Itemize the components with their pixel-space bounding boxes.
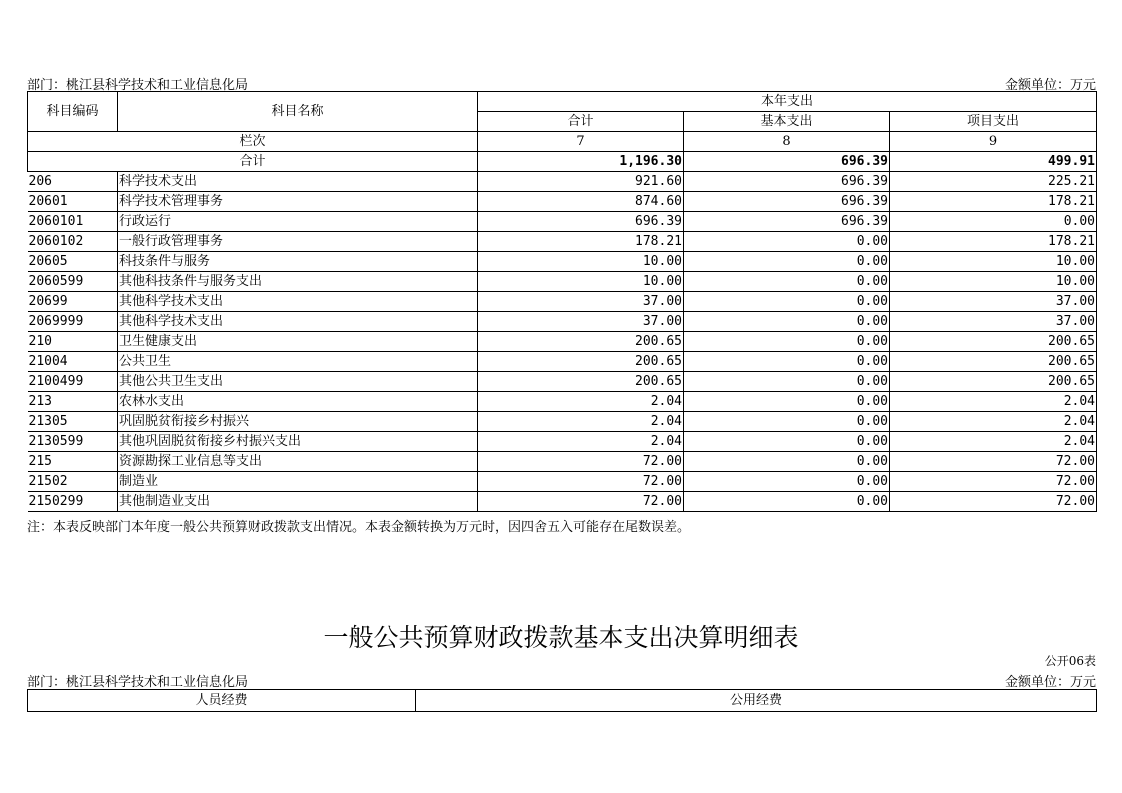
row-total: 2.04	[478, 392, 684, 412]
row-project: 2.04	[890, 392, 1097, 412]
section2-department-label: 部门：桃江县科学技术和工业信息化局	[27, 675, 249, 690]
row-total: 874.60	[478, 192, 684, 212]
table-row	[28, 212, 1097, 232]
department-label: 部门：桃江县科学技术和工业信息化局	[27, 78, 249, 93]
table-row	[28, 492, 1097, 512]
row-name: 其他巩固脱贫衔接乡村振兴支出	[118, 432, 478, 452]
row-project: 200.65	[890, 372, 1097, 392]
expenditure-table	[27, 91, 1097, 512]
row-project: 178.21	[890, 192, 1097, 212]
row-basic: 0.00	[684, 252, 890, 272]
row-name: 科技条件与服务	[118, 252, 478, 272]
row-code: 2069999	[28, 312, 118, 332]
row-project: 178.21	[890, 232, 1097, 252]
header-total: 合计	[478, 112, 684, 132]
section2-form-code: 公开06表	[1044, 654, 1096, 668]
table-row	[28, 472, 1097, 492]
table-row	[28, 172, 1097, 192]
summary-project: 499.91	[890, 152, 1097, 172]
row-basic: 0.00	[684, 352, 890, 372]
row-total: 2.04	[478, 412, 684, 432]
row-code: 2060101	[28, 212, 118, 232]
row-name: 其他科学技术支出	[118, 312, 478, 332]
table-row	[28, 412, 1097, 432]
row-code: 2060102	[28, 232, 118, 252]
row-total: 200.65	[478, 372, 684, 392]
table-row	[28, 232, 1097, 252]
table-row	[28, 352, 1097, 372]
row-basic: 0.00	[684, 392, 890, 412]
row-basic: 696.39	[684, 172, 890, 192]
header-personnel-expenses: 人员经费	[28, 690, 416, 712]
row-project: 225.21	[890, 172, 1097, 192]
row-total: 37.00	[478, 292, 684, 312]
row-code: 21305	[28, 412, 118, 432]
row-basic: 0.00	[684, 292, 890, 312]
row-project: 0.00	[890, 212, 1097, 232]
row-basic: 0.00	[684, 372, 890, 392]
row-basic: 0.00	[684, 412, 890, 432]
table-row	[28, 272, 1097, 292]
header-code: 科目编码	[28, 92, 118, 132]
row-code: 213	[28, 392, 118, 412]
row-name: 农林水支出	[118, 392, 478, 412]
row-code: 2130599	[28, 432, 118, 452]
row-total: 178.21	[478, 232, 684, 252]
row-total: 200.65	[478, 352, 684, 372]
row-basic: 0.00	[684, 232, 890, 252]
row-total: 10.00	[478, 252, 684, 272]
row-total: 2.04	[478, 432, 684, 452]
row-code: 20601	[28, 192, 118, 212]
row-basic: 0.00	[684, 272, 890, 292]
row-project: 37.00	[890, 292, 1097, 312]
row-project: 10.00	[890, 272, 1097, 292]
row-total: 72.00	[478, 492, 684, 512]
summary-label: 合计	[28, 152, 478, 172]
row-code: 2100499	[28, 372, 118, 392]
header-public-expenses: 公用经费	[416, 690, 1097, 712]
row-name: 制造业	[118, 472, 478, 492]
row-code: 20699	[28, 292, 118, 312]
row-basic: 0.00	[684, 492, 890, 512]
header-basic: 基本支出	[684, 112, 890, 132]
row-name: 其他公共卫生支出	[118, 372, 478, 392]
section2-amount-unit-label: 金额单位：万元	[1004, 675, 1096, 690]
row-basic: 0.00	[684, 452, 890, 472]
row-project: 200.65	[890, 352, 1097, 372]
header-year-expenditure: 本年支出	[478, 92, 1097, 112]
row-name: 科学技术管理事务	[118, 192, 478, 212]
table-row	[28, 192, 1097, 212]
header-name: 科目名称	[118, 92, 478, 132]
row-total: 696.39	[478, 212, 684, 232]
row-basic: 0.00	[684, 472, 890, 492]
summary-row	[28, 152, 1097, 172]
row-total: 72.00	[478, 472, 684, 492]
row-project: 37.00	[890, 312, 1097, 332]
row-project: 10.00	[890, 252, 1097, 272]
row-basic: 0.00	[684, 332, 890, 352]
row-name: 资源勘探工业信息等支出	[118, 452, 478, 472]
row-total: 72.00	[478, 452, 684, 472]
row-basic: 696.39	[684, 212, 890, 232]
table-row	[28, 252, 1097, 272]
row-basic: 0.00	[684, 432, 890, 452]
row-name: 卫生健康支出	[118, 332, 478, 352]
row-project: 72.00	[890, 492, 1097, 512]
row-code: 21502	[28, 472, 118, 492]
table-note: 注：本表反映部门本年度一般公共预算财政拨款支出情况。本表金额转换为万元时，因四舍五入可能存在尾数误差。	[27, 520, 691, 535]
summary-basic: 696.39	[684, 152, 890, 172]
table-row	[28, 332, 1097, 352]
row-total: 37.00	[478, 312, 684, 332]
row-code: 2150299	[28, 492, 118, 512]
column-index-total: 7	[478, 132, 684, 152]
row-code: 21004	[28, 352, 118, 372]
row-name: 科学技术支出	[118, 172, 478, 192]
column-index-basic: 8	[684, 132, 890, 152]
row-name: 其他科学技术支出	[118, 292, 478, 312]
table-row	[28, 372, 1097, 392]
row-code: 206	[28, 172, 118, 192]
row-project: 2.04	[890, 432, 1097, 452]
row-total: 200.65	[478, 332, 684, 352]
row-name: 其他科技条件与服务支出	[118, 272, 478, 292]
row-project: 72.00	[890, 452, 1097, 472]
table-row	[28, 292, 1097, 312]
column-index-project: 9	[890, 132, 1097, 152]
row-name: 其他制造业支出	[118, 492, 478, 512]
row-total: 10.00	[478, 272, 684, 292]
row-project: 2.04	[890, 412, 1097, 432]
table-row	[28, 432, 1097, 452]
row-code: 20605	[28, 252, 118, 272]
row-name: 巩固脱贫衔接乡村振兴	[118, 412, 478, 432]
row-name: 公共卫生	[118, 352, 478, 372]
row-name: 一般行政管理事务	[118, 232, 478, 252]
row-name: 行政运行	[118, 212, 478, 232]
table-row	[28, 392, 1097, 412]
column-index-label: 栏次	[28, 132, 478, 152]
row-basic: 696.39	[684, 192, 890, 212]
amount-unit-label: 金额单位：万元	[1004, 78, 1096, 93]
summary-total: 1,196.30	[478, 152, 684, 172]
table-row	[28, 312, 1097, 332]
row-total: 921.60	[478, 172, 684, 192]
row-project: 72.00	[890, 472, 1097, 492]
header-project: 项目支出	[890, 112, 1097, 132]
row-basic: 0.00	[684, 312, 890, 332]
row-project: 200.65	[890, 332, 1097, 352]
row-code: 2060599	[28, 272, 118, 292]
section2-title: 一般公共预算财政拨款基本支出决算明细表	[323, 623, 799, 652]
table-row	[28, 452, 1097, 472]
row-code: 215	[28, 452, 118, 472]
basic-expenditure-table	[27, 689, 1097, 712]
row-code: 210	[28, 332, 118, 352]
